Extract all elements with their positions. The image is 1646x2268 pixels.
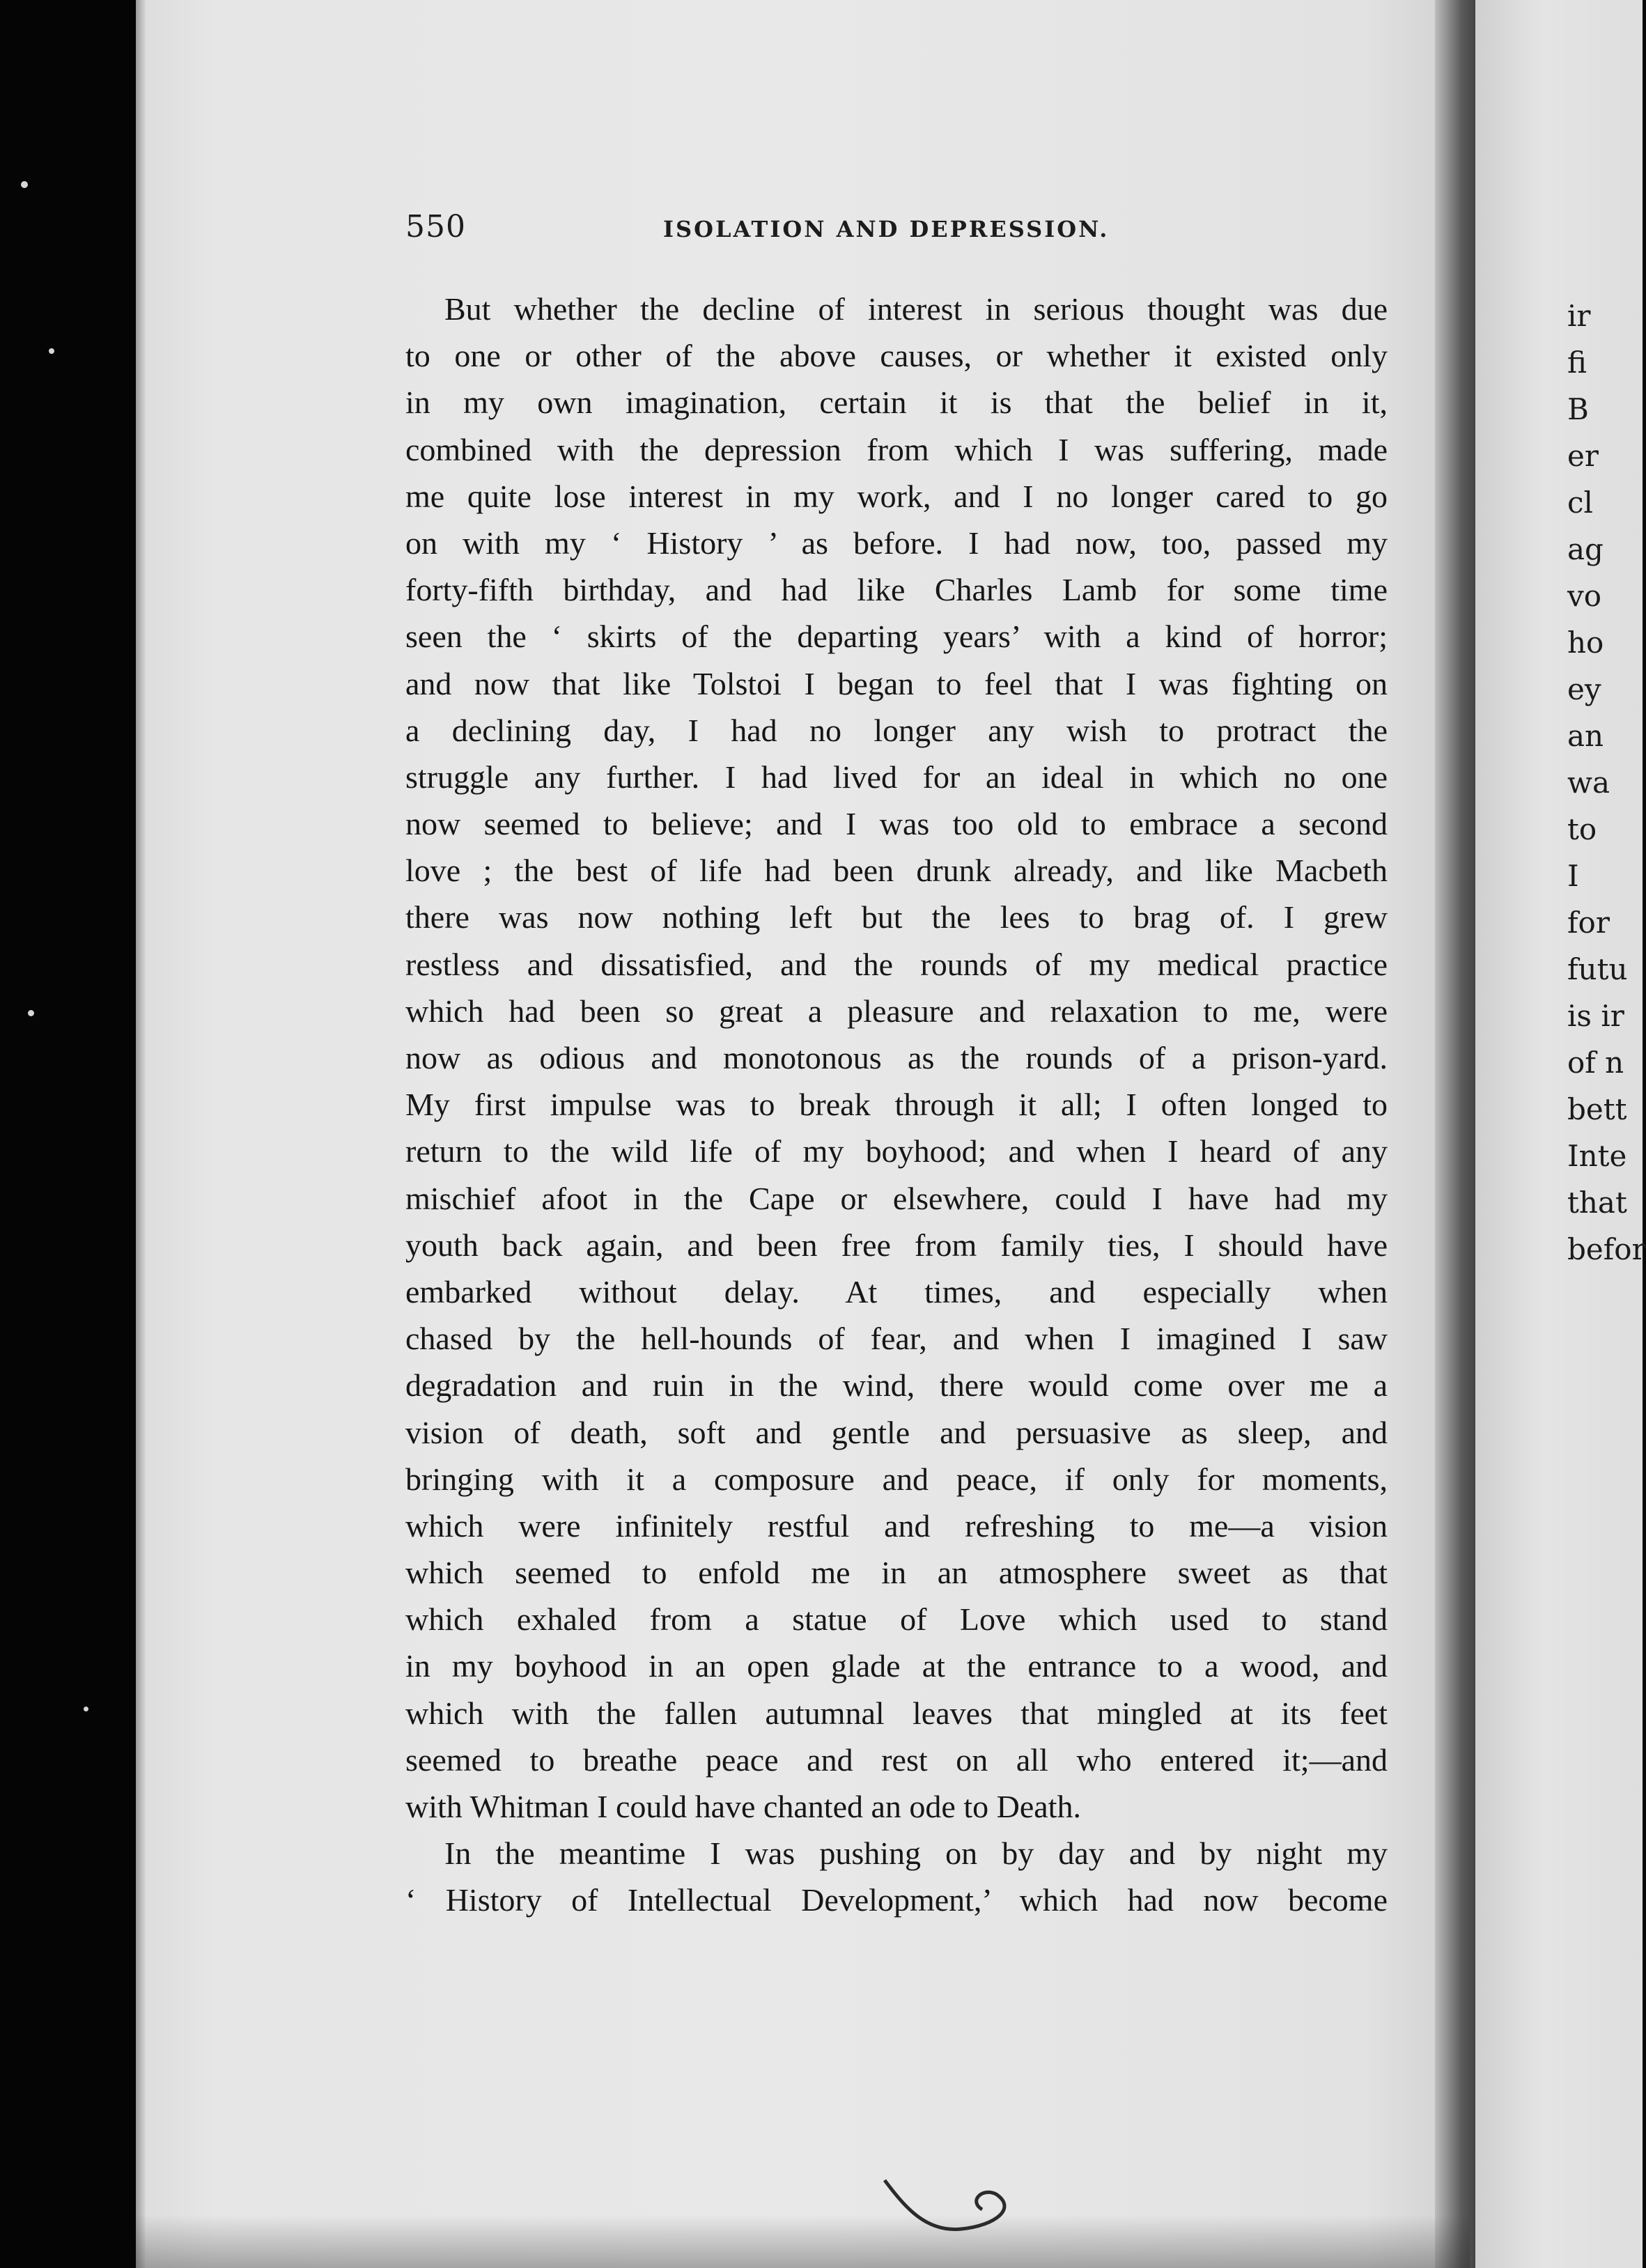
- text-line: now seemed to believe; and I was too old to embrace a second: [405, 806, 1388, 842]
- page-number: 550: [405, 209, 466, 244]
- text-line: on with my ‘ History ’ as before. I had now, too, passed my: [405, 525, 1388, 561]
- text-line: love ; the best of life had been drunk already, and like Macbeth: [405, 853, 1388, 889]
- text-line: a declining day, I had no longer any wish to protract the: [405, 712, 1388, 748]
- dust-speck: [84, 1707, 88, 1711]
- running-head: ISOLATION AND DEPRESSION.: [663, 216, 1110, 242]
- text-line: which exhaled from a statue of Love which used to stand: [405, 1601, 1388, 1638]
- facing-page-fragment: befor: [1567, 1232, 1646, 1266]
- text-line: My first impulse was to break through it all; I often longed to: [405, 1087, 1388, 1123]
- text-line: which were infinitely restful and refreshing to me—a vision: [405, 1507, 1388, 1544]
- text-line: seen the ‘ skirts of the departing years’ with a kind of horror;: [405, 619, 1388, 655]
- facing-page-fragment: bett: [1567, 1092, 1627, 1126]
- facing-page-fragment: B: [1567, 392, 1589, 426]
- facing-page-fragment: vo: [1567, 579, 1602, 613]
- facing-page-fragment: cl: [1567, 486, 1593, 520]
- text-line: in my own imagination, certain it is that the belief in it,: [405, 385, 1388, 421]
- text-line: which seemed to enfold me in an atmosphere sweet as that: [405, 1555, 1388, 1591]
- facing-page-fragment: futu: [1567, 952, 1628, 986]
- text-line: in my boyhood in an open glade at the entrance to a wood, and: [405, 1648, 1388, 1684]
- scan-artifact-curl: [878, 2166, 1045, 2243]
- facing-page-fragment: Inte: [1567, 1139, 1627, 1173]
- dust-speck: [21, 181, 28, 188]
- text-line: chased by the hell-hounds of fear, and when I imagined I saw: [405, 1321, 1388, 1357]
- facing-page-fragment: fi: [1567, 345, 1587, 380]
- text-line: me quite lose interest in my work, and I no longer cared to go: [405, 478, 1388, 514]
- text-line: degradation and ruin in the wind, there would come over me a: [405, 1367, 1388, 1404]
- text-line: youth back again, and been free from family ties, I should have: [405, 1227, 1388, 1263]
- paragraph-1: [405, 286, 1388, 1830]
- text-line: and now that like Tolstoi I began to feel that I was fighting on: [405, 665, 1388, 701]
- text-line: bringing with it a composure and peace, if only for moments,: [405, 1461, 1388, 1497]
- text-line: embarked without delay. At times, and especially when: [405, 1273, 1388, 1310]
- text-line: return to the wild life of my boyhood; and when I heard of any: [405, 1133, 1388, 1170]
- facing-page-fragment: that: [1567, 1186, 1627, 1220]
- text-line: there was now nothing left but the lees to brag of. I grew: [405, 899, 1388, 935]
- text-line: which with the fallen autumnal leaves that mingled at its feet: [405, 1695, 1388, 1731]
- facing-page-fragment: an: [1567, 719, 1604, 753]
- text-line: restless and dissatisfied, and the rounds of my medical practice: [405, 946, 1388, 982]
- dust-speck: [28, 1010, 34, 1016]
- facing-page-fragment: ey: [1567, 672, 1601, 706]
- body-text: [405, 286, 1388, 1924]
- bottom-shadow: [136, 2215, 1470, 2268]
- facing-page-fragment: of n: [1567, 1046, 1624, 1080]
- facing-page-fragment: for: [1567, 906, 1610, 940]
- page-header: [405, 209, 1408, 251]
- facing-page-fragment: ir: [1567, 299, 1591, 333]
- text-line: which had been so great a pleasure and relaxation to me, were: [405, 993, 1388, 1029]
- text-line: now as odious and monotonous as the rounds of a prison-yard.: [405, 1040, 1388, 1075]
- paragraph-2: [405, 1830, 1388, 1923]
- text-line: with Whitman I could have chanted an ode to Death.: [405, 1789, 1081, 1824]
- text-line: In the meantime I was pushing on by day and by night my: [444, 1835, 1388, 1872]
- facing-page-fragment: ho: [1567, 626, 1604, 660]
- text-line: seemed to breathe peace and rest on all who entered it;—and: [405, 1741, 1388, 1778]
- dust-speck: [49, 348, 54, 354]
- text-line: vision of death, soft and gentle and persuasive as sleep, and: [405, 1414, 1388, 1450]
- text-line: forty-fifth birthday, and had like Charles Lamb for some time: [405, 572, 1388, 608]
- page-edge-shadow: [136, 0, 146, 2268]
- text-line: combined with the depression from which I was suffering, made: [405, 431, 1388, 467]
- text-line: mischief afoot in the Cape or elsewhere, could I have had my: [405, 1180, 1388, 1216]
- facing-page-fragment: is ir: [1567, 999, 1624, 1033]
- facing-page-fragment: I: [1567, 859, 1579, 893]
- text-line: But whether the decline of interest in serious thought was due: [444, 291, 1388, 327]
- text-line: ‘ History of Intellectual Development,’ which had now become: [405, 1882, 1388, 1918]
- text-line: struggle any further. I had lived for an ideal in which no one: [405, 759, 1388, 795]
- facing-page-fragment: wa: [1567, 766, 1610, 800]
- facing-page-fragment: ag: [1567, 532, 1604, 566]
- text-line: to one or other of the above causes, or whether it existed only: [405, 338, 1388, 374]
- facing-page-fragment: er: [1567, 439, 1599, 473]
- facing-page-fragment: to: [1567, 812, 1597, 846]
- facing-page: [1475, 0, 1646, 2268]
